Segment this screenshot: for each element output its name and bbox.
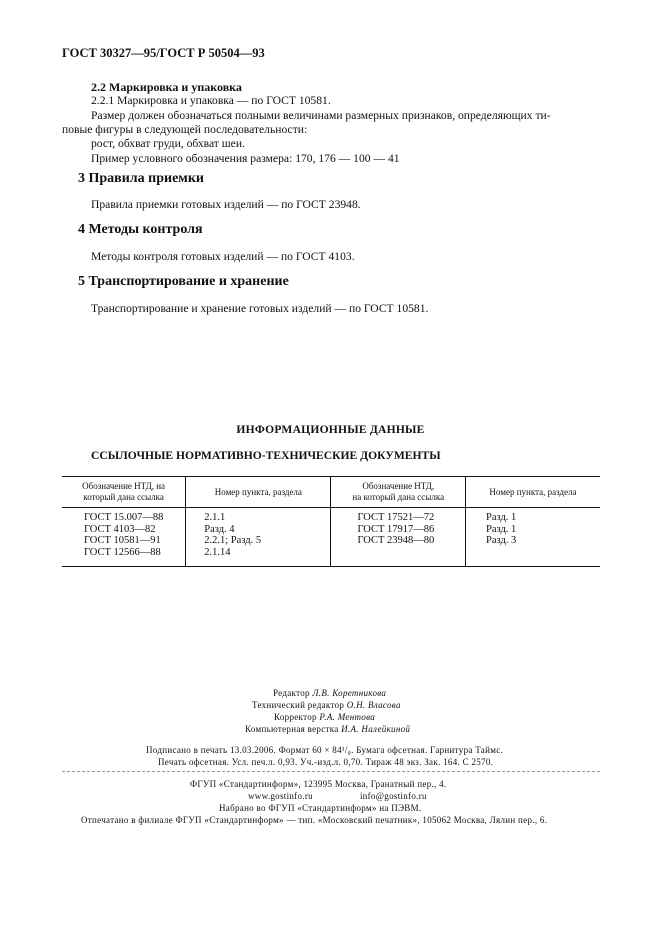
credit-corrector: Корректор Р.А. Ментова xyxy=(274,712,376,722)
table-row xyxy=(62,508,600,567)
section-4-text: Методы контроля готовых изделий — по ГОСТ 4103. xyxy=(91,250,355,263)
paragraph-size-line1: Размер должен обозначаться полными величинами размерных признаков, определяющих ти- xyxy=(91,109,551,122)
left-docs-cell: ГОСТ 15.007—88 ГОСТ 4103—82 ГОСТ 10581—91 ГОСТ 12566—88 xyxy=(84,512,164,558)
print-signed: Подписано в печать 13.03.2006. Формат 60 × 84¹/₈. Бумага офсетная. Гарнитура Таймс. xyxy=(146,745,504,755)
credit-layout: Компьютерная верстка И.А. Налейкиной xyxy=(245,724,411,734)
section-2-2-title: 2.2 Маркировка и упаковка xyxy=(91,80,242,94)
page-header: ГОСТ 30327—95/ГОСТ Р 50504—93 xyxy=(62,46,265,60)
paragraph-size-line2: повые фигуры в следующей последовательности: xyxy=(62,123,308,136)
separator-rule xyxy=(62,771,600,772)
print-details: Печать офсетная. Усл. печ.л. 0,93. Уч.-изд.л. 0,70. Тираж 48 экз. Зак. 164. С 2570. xyxy=(158,757,494,767)
section-5-text: Транспортирование и хранение готовых изделий — по ГОСТ 10581. xyxy=(91,302,429,315)
references-title: ССЫЛОЧНЫЕ НОРМАТИВНО-ТЕХНИЧЕСКИЕ ДОКУМЕНТЫ xyxy=(91,449,441,462)
section-3-text: Правила приемки готовых изделий — по ГОСТ 23948. xyxy=(91,198,361,211)
header-doc-right: Обозначение НТД, на который дана ссылка xyxy=(331,477,466,508)
section-5-title: 5 Транспортирование и хранение xyxy=(78,274,289,289)
header-item-left: Номер пункта, раздела xyxy=(186,477,331,508)
right-docs-cell: ГОСТ 17521—72 ГОСТ 17917—86 ГОСТ 23948—80 xyxy=(331,508,466,567)
section-3-title: 3 Правила приемки xyxy=(78,171,204,186)
credit-editor: Редактор Л.В. Коретникова xyxy=(273,688,387,698)
paragraph-size-order: рост, обхват груди, обхват шеи. xyxy=(91,137,245,150)
section-4-title: 4 Методы контроля xyxy=(78,222,203,237)
paragraph-size-example: Пример условного обозначения размера: 170, 176 — 100 — 41 xyxy=(91,152,400,165)
printed-note: Отпечатано в филиале ФГУП «Стандартинформ» — тип. «Московский печатник», 105062 Москва, Лялин пер., 6. xyxy=(81,815,548,825)
credit-tech-editor: Технический редактор О.Н. Власова xyxy=(252,700,401,710)
right-items-cell: Разд. 1 Разд. 1 Разд. 3 xyxy=(465,508,600,567)
publisher-web: www.gostinfo.ru xyxy=(248,791,313,801)
publisher-address: ФГУП «Стандартинформ», 123995 Москва, Гранатный пер., 4. xyxy=(190,779,447,789)
publisher-email: info@gostinfo.ru xyxy=(360,791,427,801)
info-data-title: ИНФОРМАЦИОННЫЕ ДАННЫЕ xyxy=(236,423,425,436)
table-header-row xyxy=(62,477,600,508)
paragraph-2-2-1: 2.2.1 Маркировка и упаковка — по ГОСТ 10581. xyxy=(91,94,331,107)
typeset-note: Набрано во ФГУП «Стандартинформ» на ПЭВМ. xyxy=(219,803,422,813)
header-item-right: Номер пункта, раздела xyxy=(465,477,600,508)
references-table xyxy=(62,476,600,567)
header-doc-left: Обозначение НТД, на который дана ссылка xyxy=(62,477,186,508)
left-items-cell: 2.1.1 Разд. 4 2.2.1; Разд. 5 2.1.14 xyxy=(186,508,331,567)
